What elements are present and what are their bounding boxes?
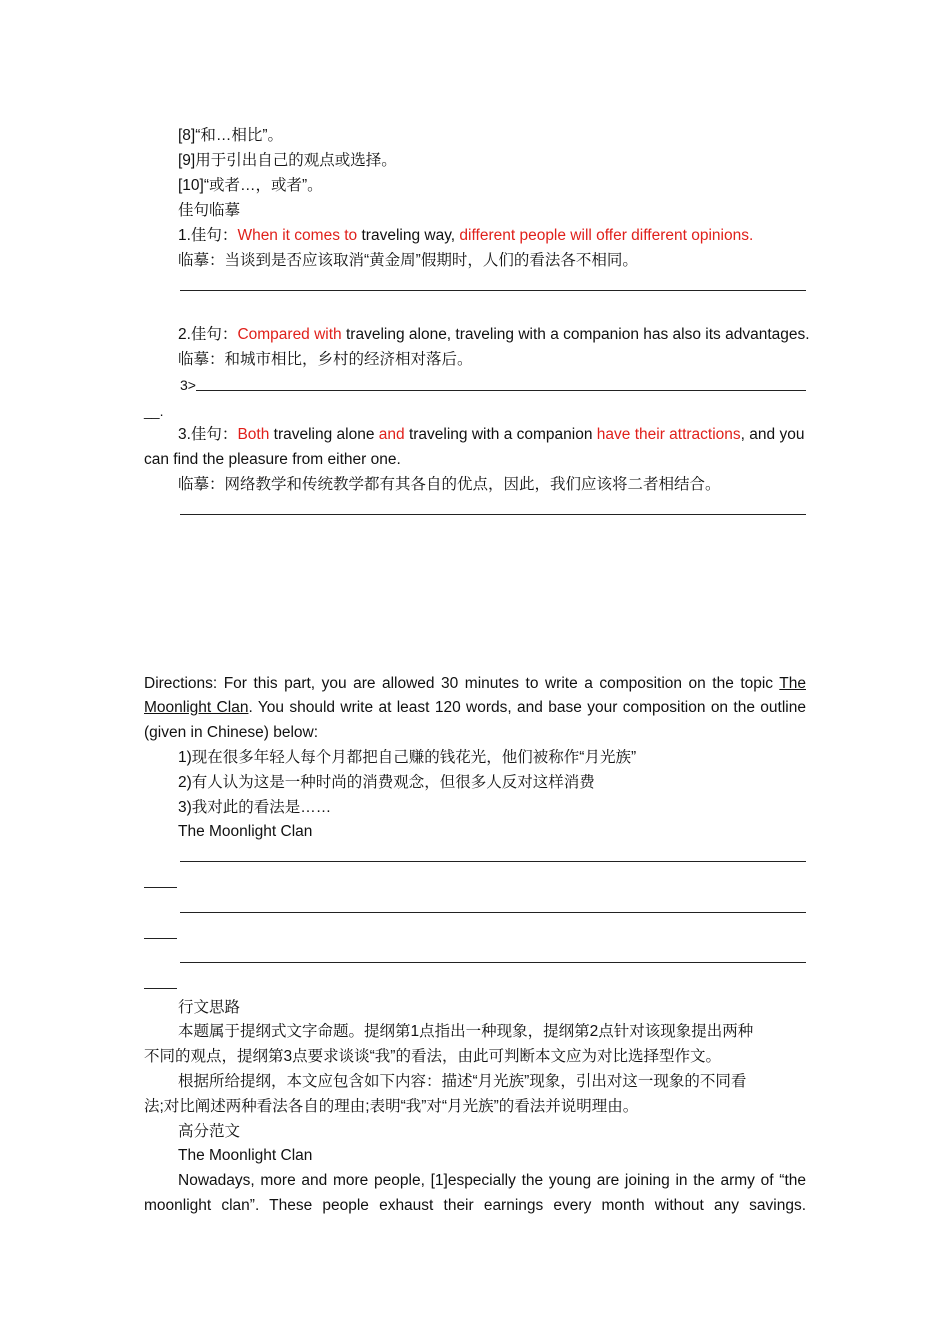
answer-line-3 [180,514,806,515]
outline-1: 1)现在很多年轻人每个月都把自己赚的钱花光，他们被称作“月光族” [178,749,637,766]
blank-marker: 3> [180,377,196,393]
writing-line-3 [180,962,806,963]
essay-title: The Moonlight Clan [178,1147,313,1164]
sentence-2-text-1: traveling alone, traveling with a companion has also its advantages. [341,326,810,343]
sentence-3-text-1: traveling alone [269,426,379,443]
sentence-3 [178,425,804,445]
writing-line-1 [180,861,806,862]
writing-line-1-tail [144,887,177,888]
essay-line-1: Nowadays, more and more people, [1]especially the young are joining in the army of “the [178,1172,806,1189]
thinking-p2-line-2: 法;对比阐述两种看法各自的理由;表明“我”对“月光族”的看法并说明理由。 [144,1098,639,1115]
outline-2: 2)有人认为这是一种时尚的消费观念，但很多人反对这样消费 [178,774,595,791]
model-title: 高分范文 [178,1123,241,1140]
note-9: [9]用于引出自己的观点或选择。 [178,152,397,169]
writing-line-2 [180,912,806,913]
sentence-2-prefix: 2.佳句： [178,326,238,343]
practice-2: 临摹：和城市相比，乡村的经济相对落后。 [178,351,473,368]
note-8: [8]“和…相比”。 [178,127,284,144]
note-10: [10]“或者…，或者”。 [178,177,323,194]
directions-line-1 [144,674,806,694]
answer-line-1 [180,290,806,291]
sentence-1 [178,226,753,246]
sentence-2 [178,325,810,345]
sentence-3-line-2: can find the pleasure from either one. [144,451,401,468]
sentence-3-text-3: , and you [740,426,805,443]
thinking-p2-line-1: 根据所给提纲，本文应包含如下内容：描述“月光族”现象，引出对这一现象的不同看 [178,1073,747,1090]
sentence-1-prefix: 1.佳句： [178,227,238,244]
answer-line-2 [196,390,806,391]
sentence-3-prefix: 3.佳句： [178,426,238,443]
thinking-p1-line-1: 本题属于提纲式文字命题。提纲第1点指出一种现象，提纲第2点针对该现象提出两种 [178,1023,754,1040]
sentence-1-highlight-2: different people will offer different opinions. [459,227,754,244]
thinking-p1-line-2: 不同的观点，提纲第3点要求谈谈“我”的看法，由此可判断本文应为对比选择型作文。 [144,1048,721,1065]
outline-3: 3)我对此的看法是…… [178,799,332,816]
practice-1: 临摹：当谈到是否应该取消“黄金周”假期时，人们的看法各不相同。 [178,252,638,269]
topic-title: The Moonlight Clan [178,823,313,840]
writing-line-2-tail [144,938,177,939]
sentence-1-text-1: traveling way, [357,227,460,244]
directions-text-1: Directions: For this part, you are allowed 30 minutes to write a composition on the topic [144,675,780,692]
section-title: 佳句临摹 [178,202,241,219]
sentence-1-highlight-1: When it comes to [237,227,358,244]
sentence-3-highlight-2: and [378,426,405,443]
thinking-title: 行文思路 [178,999,241,1016]
topic-link-part-1: The [779,675,806,692]
sentence-3-text-2: traveling with a companion [404,426,597,443]
directions-text-2: . You should write at least 120 words, and base your composition on the outline [248,699,806,716]
practice-3: 临摹：网络教学和传统教学都有其各自的优点，因此，我们应该将二者相结合。 [178,476,721,493]
sentence-3-highlight-3: have their attractions [596,426,741,443]
directions-line-3: (given in Chinese) below: [144,724,319,741]
sentence-2-highlight-1: Compared with [237,326,342,343]
writing-line-3-tail [144,988,177,989]
essay-line-2: moonlight clan”. These people exhaust their earnings every month without any savings. [144,1197,806,1214]
sentence-3-highlight-1: Both [237,426,270,443]
blank-end: __. [144,403,164,419]
directions-line-2 [144,698,806,718]
topic-link-part-2: Moonlight Clan [144,699,249,716]
